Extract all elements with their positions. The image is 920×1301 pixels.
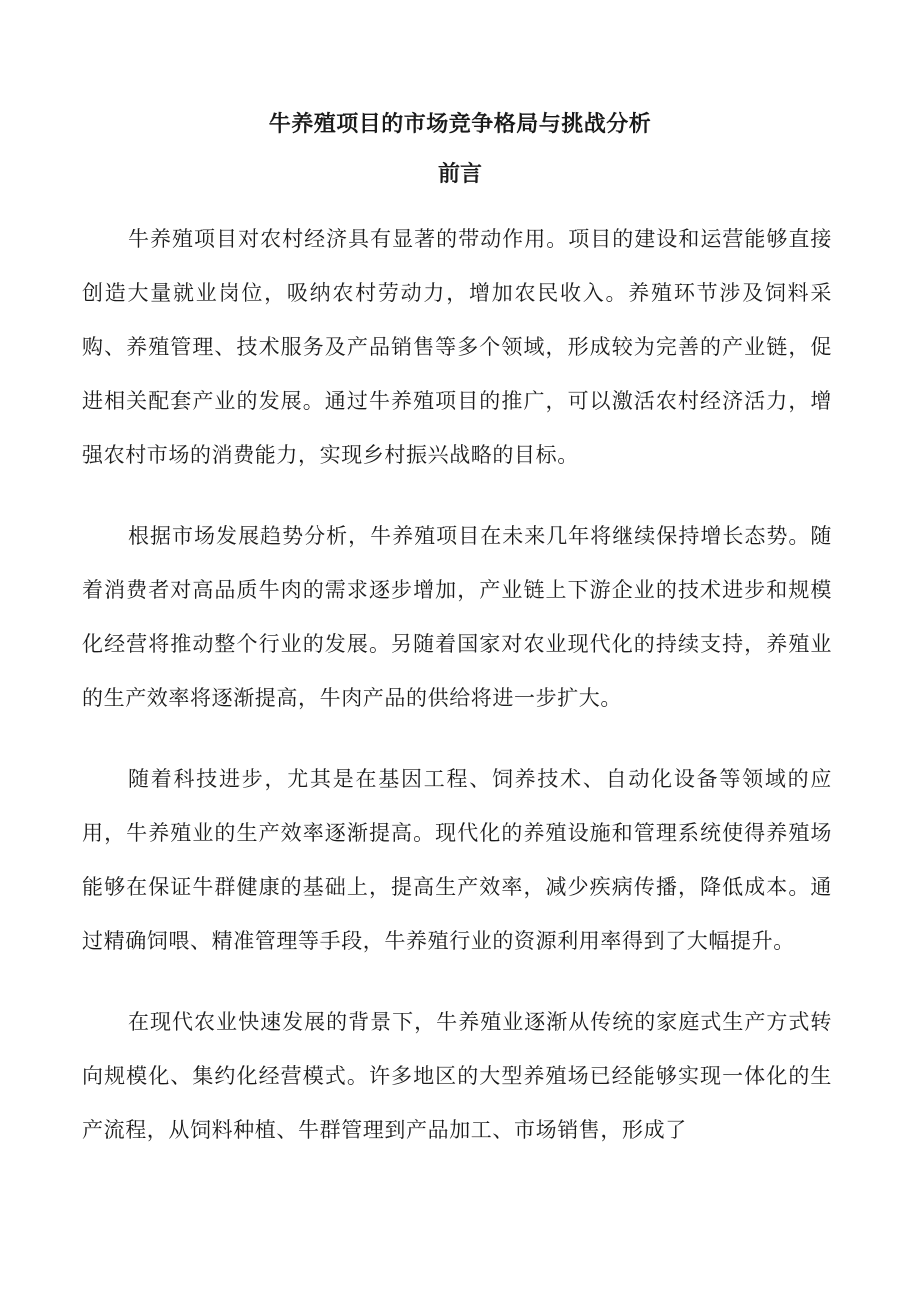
paragraph: 在现代农业快速发展的背景下，牛养殖业逐渐从传统的家庭式生产方式转向规模化、集约化经营模式。许多地区的大型养殖场已经能够实现一体化的生产流程，从饲料种植、牛群管理到产品加工、市场销售，形成了 (82, 1010, 832, 1142)
paragraph: 牛养殖项目对农村经济具有显著的带动作用。项目的建设和运营能够直接创造大量就业岗位，吸纳农村劳动力，增加农民收入。养殖环节涉及饲料采购、养殖管理、技术服务及产品销售等多个领域，形成较为完善的产业链，促进相关配套产业的发展。通过牛养殖项目的推广，可以激活农村经济活力，增强农村市场的消费能力，实现乡村振兴战略的目标。 (82, 227, 832, 467)
paragraph: 随着科技进步，尤其是在基因工程、饲养技术、自动化设备等领域的应用，牛养殖业的生产效率逐渐提高。现代化的养殖设施和管理系统使得养殖场能够在保证牛群健康的基础上，提高生产效率，减少疾病传播，降低成本。通过精确饲喂、精准管理等手段，牛养殖行业的资源利用率得到了大幅提升。 (82, 767, 832, 953)
section-heading-preface: 前言 (437, 161, 482, 187)
document-body (82, 212, 832, 1184)
document-title: 牛养殖项目的市场竞争格局与挑战分析 (268, 111, 652, 137)
paragraph: 根据市场发展趋势分析，牛养殖项目在未来几年将继续保持增长态势。随着消费者对高品质牛肉的需求逐步增加，产业链上下游企业的技术进步和规模化经营将推动整个行业的发展。另随着国家对农业现代化的持续支持，养殖业的生产效率将逐渐提高，牛肉产品的供给将进一步扩大。 (82, 524, 832, 710)
